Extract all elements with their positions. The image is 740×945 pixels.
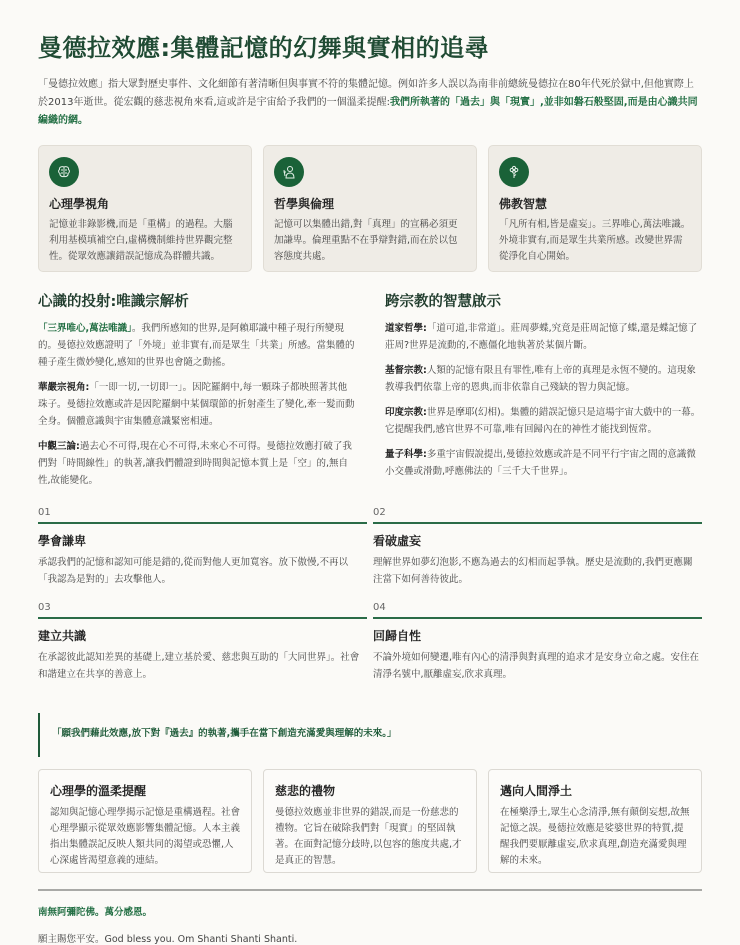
- steps-grid: [38, 507, 702, 697]
- step-number: 03: [38, 602, 367, 619]
- step-item: [373, 507, 702, 602]
- reflection-card-title: 心理學的溫柔提醒: [50, 784, 147, 798]
- yogacara-column: [38, 290, 355, 497]
- paragraph-lead: 量子科學:: [385, 449, 427, 460]
- paragraph-lead: 華嚴宗視角:: [38, 382, 90, 393]
- step-body: 不論外境如何變遷,唯有內心的清淨與對真理的追求才是安身立命之處。安住在清淨名號中,厭離虛妄,欣求真理。: [373, 652, 700, 680]
- section-heading: 心識的投射:唯識宗解析: [38, 294, 189, 310]
- paragraph: [38, 379, 355, 430]
- paragraph: [385, 362, 702, 396]
- section-heading: 跨宗教的智慧啟示: [385, 294, 501, 310]
- paragraph-lead: 基督宗教:: [385, 365, 427, 376]
- feature-card-body: 記憶可以集體出錯,對「真理」的宣稱必須更加謙卑。倫理重點不在爭辯對錯,而在於以包容態度共處。: [274, 219, 458, 262]
- reflection-card-body: 認知與記憶心理學揭示記憶是重構過程。社會心理學顯示從眾效應影響集體記憶。人本主義指出集體誤記反映人類共同的渴望或恐懼,人心深處皆渴望意義的連結。: [50, 807, 241, 866]
- paragraph-lead: 中觀三論:: [38, 441, 80, 452]
- feature-card-title: 佛教智慧: [499, 197, 548, 211]
- page-title: 曼德拉效應:集體記憶的幻舞與實相的追尋: [38, 34, 490, 62]
- step-item: [38, 507, 367, 602]
- intro-text: 「曼德拉效應」指大眾對歷史事件、文化細節有著清晰但與事實不符的集體記憶。例如許多人誤以為南非前總統曼德拉在80年代死於獄中,但他實際上於2013年逝世。從宏觀的慈悲視角來看,這或許是宇宙給予我們的一個溫柔提醒:: [38, 79, 694, 108]
- feature-card-psychology: [38, 145, 252, 272]
- step-title: 建立共識: [38, 629, 87, 643]
- paragraph-lead: 「三界唯心,萬法唯識」: [38, 323, 132, 334]
- analysis-section: [38, 290, 702, 497]
- reflection-card-body: 曼德拉效應並非世界的錯誤,而是一份慈悲的禮物。它旨在破除我們對「現實」的堅固執著。在面對記憶分歧時,以包容的態度共處,才是真正的智慧。: [275, 807, 462, 866]
- feature-cards: [38, 145, 702, 272]
- footer-dedication: 南無阿彌陀佛。萬分感恩。: [38, 907, 153, 918]
- brain-icon: [49, 157, 79, 187]
- feature-card-philosophy: [263, 145, 477, 272]
- step-item: [373, 602, 702, 697]
- step-body: 承認我們的記憶和認知可能是錯的,從而對他人更加寬容。放下傲慢,不再以「我認為是對的」去攻擊他人。: [38, 557, 349, 585]
- paragraph-text: 「道可道,非常道」。莊周夢蝶,究竟是莊周記憶了蝶,還是蝶記憶了莊周?世界是流動的,不應僵化地執著於某個片斷。: [385, 323, 698, 351]
- feature-card-body: 「凡所有相,皆是虛妄」。三界唯心,萬法唯識。外境非實有,而是眾生共業所感。改變世界需從淨化自心開始。: [499, 219, 691, 262]
- paragraph: [385, 320, 702, 354]
- reflection-card-title: 邁向人間淨土: [500, 784, 573, 798]
- paragraph-text: 。我們所感知的世界,是阿賴耶識中種子現行所變現的。曼德拉效應證明了「外境」並非實有,而是眾生「共業」所感。當集體的種子產生微妙變化,感知的世界也會隨之動搖。: [38, 323, 355, 368]
- reflection-card-body: 在極樂淨土,眾生心念清淨,無有顛倒妄想,故無記憶之誤。曼德拉效應是娑婆世界的特質,提醒我們要厭離虛妄,欣求真理,創造充滿愛與理解的未來。: [500, 807, 690, 866]
- reflection-card: [38, 769, 252, 873]
- philosopher-icon: [274, 157, 304, 187]
- feature-card-title: 哲學與倫理: [274, 197, 335, 211]
- step-body: 在承認彼此認知差異的基礎上,建立基於愛、慈悲與互助的「大同世界」。社會和諧建立在共享的善意上。: [38, 652, 360, 680]
- paragraph: [38, 320, 355, 371]
- footer-blessing: 願主賜您平安。God bless you. Om Shanti Shanti Shanti.: [38, 934, 298, 945]
- step-number: 02: [373, 507, 702, 524]
- feature-card-buddhism: [488, 145, 702, 272]
- reflection-card-title: 慈悲的禮物: [275, 784, 336, 798]
- paragraph: [385, 446, 702, 480]
- step-number: 01: [38, 507, 367, 524]
- paragraph-lead: 印度宗教:: [385, 407, 427, 418]
- step-item: [38, 602, 367, 697]
- paragraph: [38, 438, 355, 489]
- reflection-card: [263, 769, 477, 873]
- step-title: 回歸自性: [373, 629, 422, 643]
- paragraph-text: 人類的記憶有限且有罪性,唯有上帝的真理是永恆不變的。這現象教導我們依靠上帝的恩典,而非依靠自己殘缺的智力與記憶。: [385, 365, 696, 393]
- paragraph-text: 過去心不可得,現在心不可得,未來心不可得。曼德拉效應打破了我們對「時間線性」的執著,讓我們體證到時間與記憶本質上是「空」的,無自性,故能變化。: [38, 441, 352, 486]
- reflection-card: [488, 769, 702, 873]
- reflection-cards: [38, 769, 702, 873]
- footer-divider: [38, 889, 702, 891]
- paragraph-text: 多重宇宙假說提出,曼德拉效應或許是不同平行宇宙之間的意識微小交疊或滑動,呼應佛法的「三千大千世界」。: [385, 449, 696, 477]
- closing-quote: 「願我們藉此效應,放下對『過去』的執著,攜手在當下創造充滿愛與理解的未來。」: [38, 713, 702, 757]
- step-title: 學會謙卑: [38, 534, 87, 548]
- step-number: 04: [373, 602, 702, 619]
- step-title: 看破虛妄: [373, 534, 422, 548]
- step-body: 理解世界如夢幻泡影,不應為過去的幻相而起爭執。歷史是流動的,我們更應關注當下如何善待彼此。: [373, 557, 693, 585]
- paragraph: [385, 404, 702, 438]
- paragraph-lead: 道家哲學:: [385, 323, 427, 334]
- lotus-flower-icon: [499, 157, 529, 187]
- intro-highlight: 我們所執著的「過去」與「現實」,並非如磐石般堅固,而是由心識共同編織的網。: [38, 97, 698, 126]
- feature-card-body: 記憶並非錄影機,而是「重構」的過程。大腦利用基模填補空白,虛構機制維持世界觀完整性。從眾效應讓錯誤記憶成為群體共識。: [49, 219, 233, 262]
- interfaith-column: [385, 290, 702, 497]
- paragraph-text: 世界是摩耶(幻相)。集體的錯誤記憶只是這場宇宙大戲中的一幕。它提醒我們,感官世界不可靠,唯有回歸內在的神性才能找到恆常。: [385, 407, 701, 435]
- feature-card-title: 心理學視角: [49, 197, 110, 211]
- paragraph-text: 「一即一切,一切即一」。因陀羅網中,每一顆珠子都映照著其他珠子。曼德拉效應或許是因陀羅網中某個環節的折射產生了變化,牽一髮而動全身。個體意識與宇宙集體意識緊密相連。: [38, 382, 355, 427]
- intro-paragraph: [38, 76, 702, 130]
